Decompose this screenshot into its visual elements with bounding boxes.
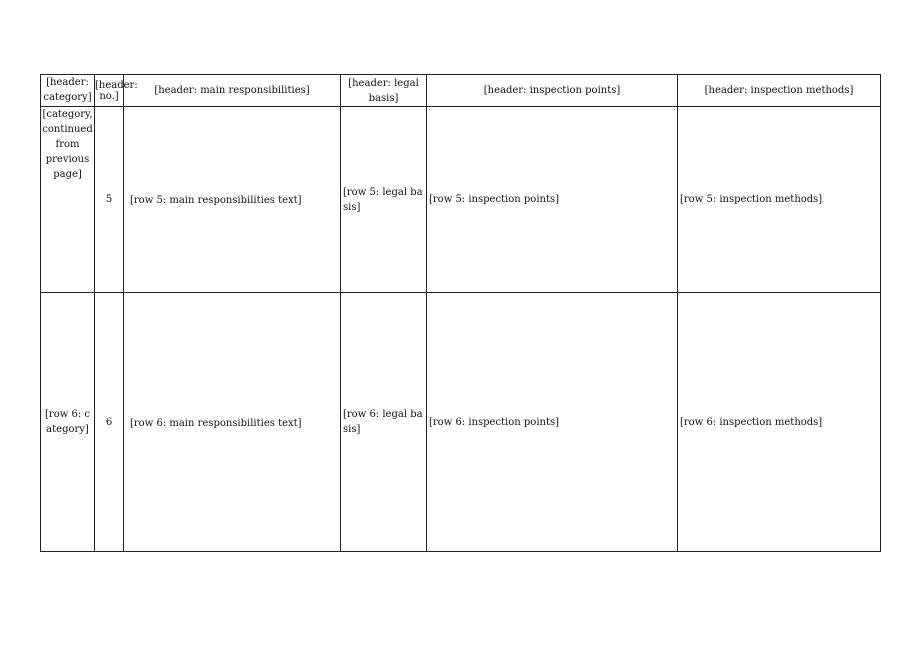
header-index: [header: no.] bbox=[95, 75, 124, 107]
row-index: 5 bbox=[95, 107, 124, 293]
row-law: [row 5: legal basis] bbox=[343, 186, 423, 213]
row-methods: [row 5: inspection methods] bbox=[680, 194, 823, 205]
row-law-cell bbox=[341, 293, 427, 552]
row-content: [row 5: main responsibilities text] bbox=[130, 195, 302, 206]
table-row bbox=[41, 293, 881, 552]
row-law: [row 6: legal basis] bbox=[343, 409, 423, 435]
header-methods: [header: inspection methods] bbox=[678, 75, 881, 107]
row-methods-cell bbox=[678, 107, 881, 293]
row-points: [row 5: inspection points] bbox=[429, 194, 560, 205]
row-category-cell bbox=[41, 107, 95, 293]
row-index: 6 bbox=[95, 293, 124, 552]
row-law-cell bbox=[341, 107, 427, 293]
row-methods: [row 6: inspection methods] bbox=[680, 416, 823, 428]
row-content-cell bbox=[124, 293, 341, 552]
row-category: [row 6: category] bbox=[45, 409, 90, 435]
row-points-cell bbox=[427, 107, 678, 293]
row-points-cell bbox=[427, 293, 678, 552]
header-category: [header: category] bbox=[41, 75, 95, 107]
row-category: [category, continued from previous page] bbox=[42, 109, 93, 180]
header-points: [header: inspection points] bbox=[427, 75, 678, 107]
row-content-cell bbox=[124, 107, 341, 293]
header-law: [header: legal basis] bbox=[341, 75, 427, 107]
row-methods-cell bbox=[678, 293, 881, 552]
table-header-row bbox=[41, 75, 881, 107]
header-content: [header: main responsibilities] bbox=[124, 75, 341, 107]
table-row bbox=[41, 107, 881, 293]
row-content: [row 6: main responsibilities text] bbox=[130, 417, 302, 429]
row-category-cell bbox=[41, 293, 95, 552]
responsibility-table bbox=[40, 74, 881, 552]
row-points: [row 6: inspection points] bbox=[429, 416, 560, 428]
